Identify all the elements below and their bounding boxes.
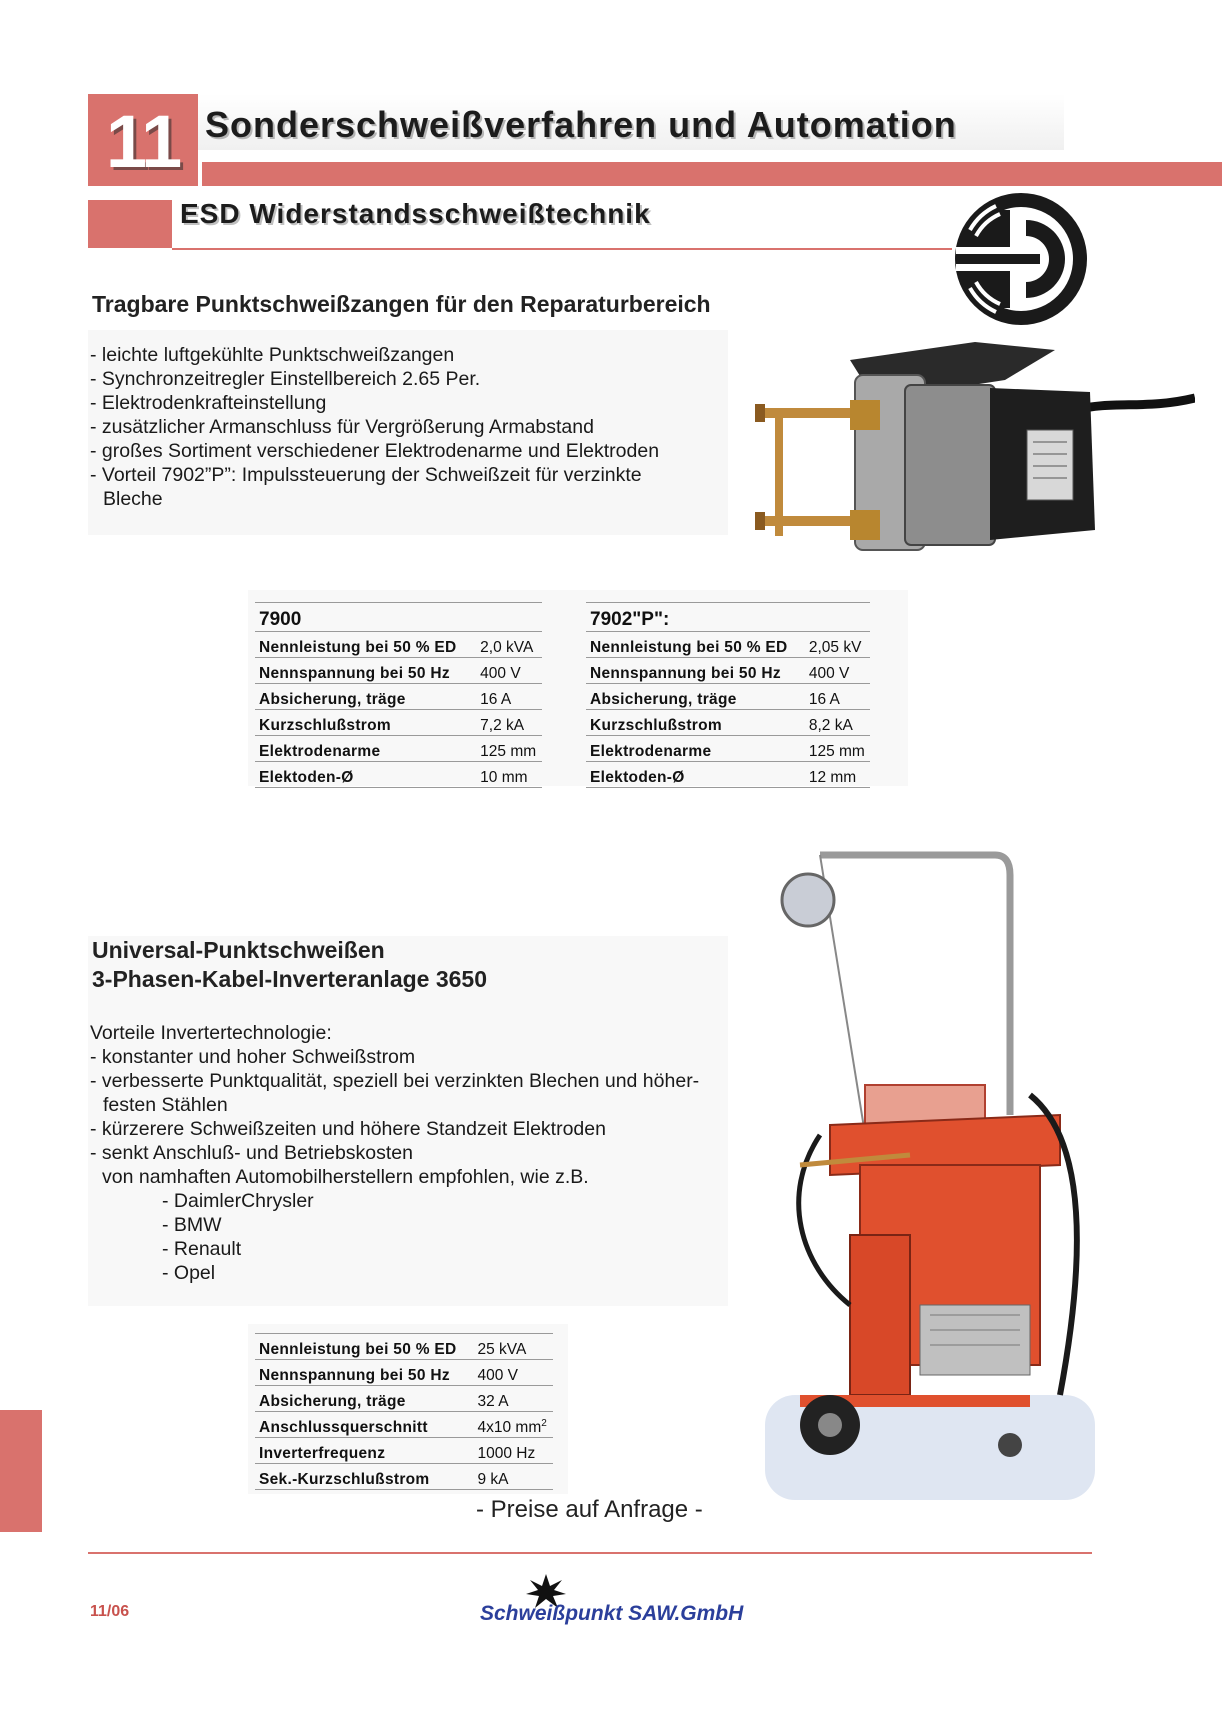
section2-intro: Vorteile Invertertechnologie: [90, 1022, 332, 1044]
list-item: - zusätzlicher Armanschluss für Vergrößerung Armabstand [90, 416, 594, 438]
list-item: - Renault [162, 1238, 242, 1260]
list-item: - Opel [162, 1262, 216, 1284]
list-item: - Synchronzeitregler Einstellbereich 2.65 Per. [90, 368, 481, 390]
list-item: - leichte luftgekühlte Punktschweißzangen [90, 344, 455, 366]
table-row: Absicherung, träge 16 A [586, 684, 870, 710]
manufacturer-list [162, 1189, 314, 1285]
company-name: Schweißpunkt SAW.GmbH [480, 1602, 744, 1625]
section2-bullet-list [90, 1045, 699, 1189]
table-row: Absicherung, träge 16 A [255, 684, 542, 710]
spec-table-3650 [255, 1333, 553, 1490]
subtitle-accent-block [88, 200, 172, 248]
table-row: Nennspannung bei 50 Hz 400 V [586, 658, 870, 684]
table-row: Kurzschlußstrom 8,2 kA [586, 710, 870, 736]
section1-heading: Tragbare Punktschweißzangen für den Reparaturbereich [92, 291, 711, 317]
list-item: - Elektrodenkrafteinstellung [90, 392, 327, 414]
cell-value: 4x10 mm [477, 1419, 542, 1436]
chapter-title: Sonderschweißverfahren und Automation [205, 104, 957, 145]
table-row: Nennleistung bei 50 % ED 25 kVA [255, 1334, 553, 1360]
section-subtitle: ESD Widerstandsschweißtechnik [180, 198, 651, 229]
table-row: Sek.-Kurzschlußstrom 9 kA [255, 1464, 553, 1490]
table-row: Nennspannung bei 50 Hz 400 V [255, 1360, 553, 1386]
spec-table-7902 [586, 602, 870, 788]
table-row: Inverterfrequenz 1000 Hz [255, 1438, 553, 1464]
table-row: Nennleistung bei 50 % ED 2,0 kVA [255, 632, 542, 658]
list-item: - verbesserte Punktqualität, speziell bei verzinkten Blechen und höher- [90, 1070, 700, 1092]
table-row: Elektoden-Ø 10 mm [255, 762, 542, 788]
spot-welding-gun-image [755, 340, 1195, 580]
chapter-number: 11 [105, 100, 181, 183]
spec-table-7900 [255, 602, 542, 788]
superscript: 2 [541, 1417, 547, 1429]
list-item: - großes Sortiment verschiedener Elektrodenarme und Elektroden [90, 440, 660, 462]
footer-divider [88, 1552, 1092, 1554]
table-title: 7900 [255, 603, 542, 632]
table-row: Absicherung, träge 32 A [255, 1386, 553, 1412]
list-item: - kürzerere Schweißzeiten und höhere Standzeit Elektroden [90, 1118, 606, 1140]
table-row: Nennleistung bei 50 % ED 2,05 kV [586, 632, 870, 658]
list-item: - senkt Anschluß- und Betriebskosten [90, 1142, 413, 1164]
table-row: Kurzschlußstrom 7,2 kA [255, 710, 542, 736]
list-item: von namhaften Automobilherstellern empfohlen, wie z.B. [102, 1166, 589, 1188]
table-row: Elektrodenarme 125 mm [255, 736, 542, 762]
table-row: Elektrodenarme 125 mm [586, 736, 870, 762]
list-item: - DaimlerChrysler [162, 1190, 314, 1212]
subtitle-underline [172, 248, 952, 250]
section2-heading-line1: Universal-Punktschweißen [92, 937, 385, 963]
section2-heading-line2: 3-Phasen-Kabel-Inverteranlage 3650 [92, 966, 488, 992]
table-row: Anschlussquerschnitt 4x10 $mm^2$ [255, 1412, 553, 1438]
list-item: - Vorteil 7902”P”: Impulssteuerung der Schweißzeit für verzinkte [90, 464, 642, 486]
price-note: - Preise auf Anfrage - [476, 1496, 703, 1523]
section1-bullet-list [90, 343, 659, 511]
list-item: - konstanter und hoher Schweißstrom [90, 1046, 416, 1068]
table-row: Elektoden-Ø 12 mm [586, 762, 870, 788]
table-row: Nennspannung bei 50 Hz 400 V [255, 658, 542, 684]
side-accent-bar [0, 1410, 42, 1532]
list-item: festen Stählen [103, 1094, 228, 1116]
esd-logo-icon [952, 190, 1090, 328]
list-item: Bleche [103, 488, 163, 510]
page-number: 11/06 [90, 1603, 130, 1620]
table-title: 7902"P": [586, 603, 870, 632]
inverter-welding-machine-image [760, 835, 1100, 1505]
list-item: - BMW [162, 1214, 222, 1236]
header-accent-bar [202, 162, 1222, 186]
